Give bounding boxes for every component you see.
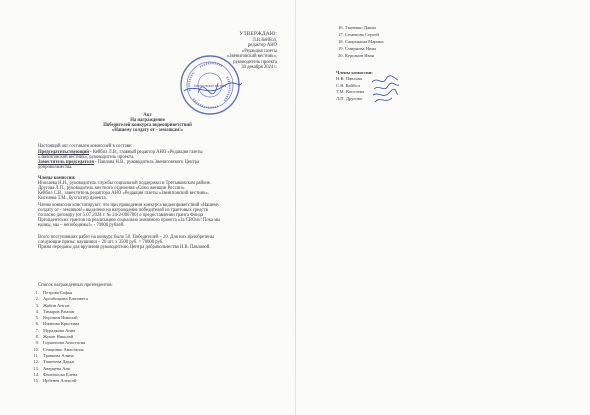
statement-line: Президентских грантов на реализацию социально значимого проекта «За СВОих! Пока мы <box>38 218 221 223</box>
list-item: 8. Жуков Николай <box>35 334 73 340</box>
chair-label: Председательствующий <box>38 150 89 155</box>
list-item: 7. Мурадкова Анна <box>35 327 76 333</box>
act-intro: Настоящий акт составлен комиссией в составе: <box>38 144 133 149</box>
act-subtitle: На награждение <box>130 118 165 123</box>
statement-line: согласно договору (от 5.07.2024 г. № 24-2-006780) о предоставлении гранта Фонда <box>38 213 204 218</box>
list-item: 9. Горшенова Анастасия <box>35 340 86 346</box>
approval-line: 30 декабря 2024 г. <box>241 65 277 71</box>
member-line: Кейбол С.В., заместитель редактора АНО «Редакция газеты «Звениговский вестник». <box>38 191 209 196</box>
member-line: Киселева Т.М., бухгалтер проекта. <box>38 196 107 201</box>
statement-line: Члены комиссии констатируют: что при проведении конкурса видеоприветствий «Нашему <box>38 203 220 208</box>
list-item: 18. Сапрыкина Марина <box>338 39 384 45</box>
commission-member: С.В. Кейбол <box>336 82 360 88</box>
totals-line: следующие призы: наушники – 20 шт. х 3500 руб. = 70000 руб. <box>38 240 164 245</box>
statement-line: солдату от - земляков!» выделено на награждение победителей из грантовых средств <box>38 208 208 213</box>
list-item: 15. Ирбенев Алексей <box>33 378 77 384</box>
statement-line: едины, мы – непобедимы!» - 70000 рублей. <box>38 223 125 228</box>
members-label: Члены комиссии: <box>38 176 76 181</box>
approval-line: редактор АНО <box>247 43 277 49</box>
list-item: 16. Ткаченко Данил <box>338 25 377 30</box>
commission-signatures <box>336 70 373 102</box>
list-item: 11. Травкова Алина <box>33 352 74 358</box>
round-stamp <box>178 53 242 117</box>
winners-list-right <box>338 24 384 59</box>
signature-scribble <box>370 74 400 104</box>
approval-line: «Звениговский вестник», <box>226 54 277 60</box>
list-item: 6. Иманова Кристина <box>35 321 80 327</box>
approval-line: руководитель проекта <box>233 59 277 65</box>
member-line: Другова Л.П., руководитель местного отделения «Союз женщин России». <box>38 186 186 191</box>
act-contest-line: Победителей конкурса видеоприветствий <box>103 123 192 128</box>
deputy-text: - Павлова Н.В., руководитель Звениговского Центра <box>93 160 200 165</box>
handover-line: Призы переданы для вручения руководителю Центра добровольчества Н.В. Павловой. <box>38 245 211 250</box>
act-contest-name: «Нашему солдату от - землякам!» <box>111 128 184 133</box>
list-item: 20. Курганов Иван <box>338 53 375 59</box>
act-title: Акт <box>143 113 152 118</box>
chair-text: - Кейбол Л.В., главный редактор АНО «Редакция газеты <box>88 150 203 155</box>
list-item: 4. Тимаров Рамзан <box>35 308 75 314</box>
approval-heading: УТВЕРЖДАЮ: <box>239 31 277 37</box>
list-item: 3. Жабин Антон <box>35 302 70 308</box>
totals-line: Всего поступивших работ на конкурс было 50. Победителей – 20. Для них приобретены <box>38 235 214 240</box>
commission-member: Л.П. Другова <box>336 95 362 101</box>
list-item: 5. Воронин Николай <box>35 315 78 321</box>
member-line: Иполаева Н.И., руководитель службы социальной поддержки и Третьяковском районе. <box>38 181 212 186</box>
list-item: 17. Семенова Сергей <box>338 32 379 38</box>
winners-list-left <box>27 290 88 384</box>
list-item: 1. Петрова Софья <box>35 290 73 295</box>
commission-member: Н.В. Павлова <box>336 76 363 82</box>
list-item: 14. Филиппова Елена <box>33 371 78 377</box>
chair-text-2: «Звениговский вестник», руководитель проекта. <box>38 155 135 160</box>
list-item: 19. Смирнова Нина <box>338 46 376 52</box>
approval-line: Л.В.Кейбол, <box>252 38 277 43</box>
list-item: 12. Ташечева Дарья <box>33 359 74 365</box>
list-item: 2. Арсибицына Елизавета <box>35 296 88 302</box>
document-page-right <box>296 0 590 415</box>
commission-member: Т.М. Киселева <box>336 89 365 95</box>
commission-heading: Члены комиссии: <box>336 70 373 75</box>
list-item: 10. Стацюнко Анастасия <box>33 346 84 352</box>
deputy-label: Заместитель председателя <box>38 160 94 165</box>
approval-line: «Редакция газеты <box>241 48 277 54</box>
winners-heading: Список награжденных претендентов: <box>38 283 113 288</box>
stamp-text: Звениговский вестник <box>193 84 227 88</box>
list-item: 13. Аверцева Аня <box>33 365 70 371</box>
deputy-text-2: добровольчества. <box>38 165 73 170</box>
